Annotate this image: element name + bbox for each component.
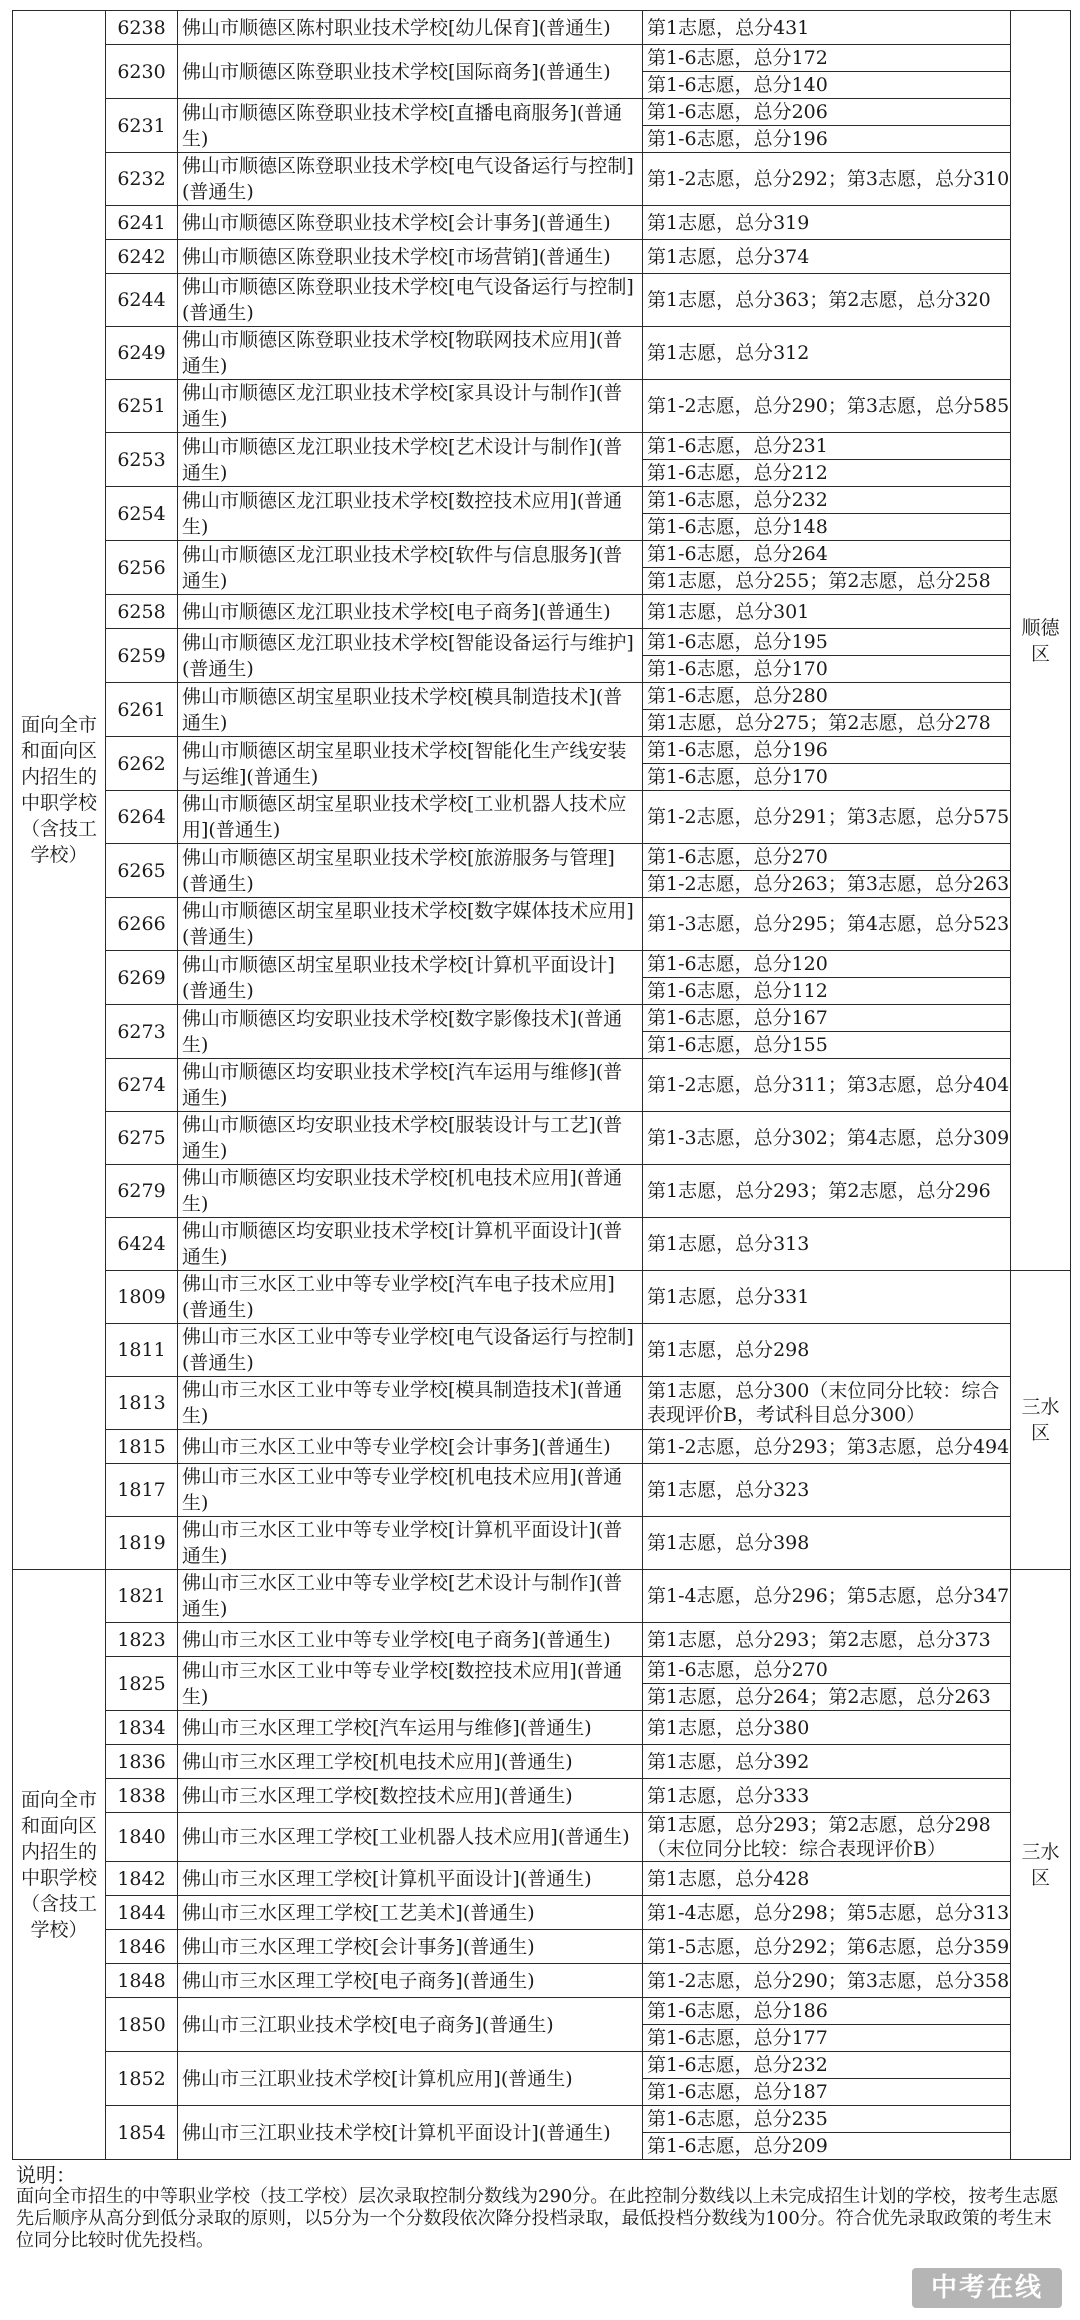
school-code: 6261	[106, 683, 178, 737]
school-code: 6244	[106, 274, 178, 327]
score-line: 第1志愿，总分298	[643, 1324, 1011, 1377]
table-row	[13, 99, 1071, 126]
school-major: 佛山市三水区工业中等专业学校[计算机平面设计](普通生)	[178, 1517, 643, 1570]
score-line: 第1志愿，总分293；第2志愿，总分296	[643, 1165, 1011, 1218]
school-major: 佛山市顺德区陈登职业技术学校[电气设备运行与控制](普通生)	[178, 274, 643, 327]
score-line: 第1-6志愿，总分120	[643, 951, 1011, 978]
school-code: 6254	[106, 487, 178, 541]
table-row	[13, 1112, 1071, 1165]
score-line: 第1-6志愿，总分231	[643, 433, 1011, 460]
school-major: 佛山市三水区理工学校[工艺美术](普通生)	[178, 1896, 643, 1930]
school-major: 佛山市顺德区陈登职业技术学校[会计事务](普通生)	[178, 206, 643, 240]
school-major: 佛山市顺德区均安职业技术学校[汽车运用与维修](普通生)	[178, 1059, 643, 1112]
school-code: 6249	[106, 327, 178, 380]
score-line: 第1志愿，总分431	[643, 11, 1011, 45]
school-major: 佛山市顺德区龙江职业技术学校[数控技术应用](普通生)	[178, 487, 643, 541]
school-major: 佛山市三水区理工学校[计算机平面设计](普通生)	[178, 1862, 643, 1896]
score-line: 第1-6志愿，总分140	[643, 72, 1011, 99]
school-major: 佛山市顺德区胡宝星职业技术学校[智能化生产线安装与运维](普通生)	[178, 737, 643, 791]
table-row	[13, 1930, 1071, 1964]
table-row	[13, 1324, 1071, 1377]
school-code: 1840	[106, 1813, 178, 1862]
school-major: 佛山市三水区工业中等专业学校[机电技术应用](普通生)	[178, 1464, 643, 1517]
table-row	[13, 240, 1071, 274]
score-line: 第1-6志愿，总分170	[643, 764, 1011, 791]
school-code: 1811	[106, 1324, 178, 1377]
table-row	[13, 433, 1071, 460]
table-row	[13, 1998, 1071, 2025]
school-major: 佛山市三水区工业中等专业学校[电气设备运行与控制](普通生)	[178, 1324, 643, 1377]
admission-score-table	[12, 10, 1071, 2160]
score-line: 第1志愿，总分301	[643, 595, 1011, 629]
score-line: 第1-6志愿，总分232	[643, 2052, 1011, 2079]
score-line: 第1志愿，总分374	[643, 240, 1011, 274]
school-code: 6251	[106, 380, 178, 433]
score-line: 第1-6志愿，总分155	[643, 1032, 1011, 1059]
table-row	[13, 629, 1071, 656]
school-major: 佛山市顺德区陈登职业技术学校[直播电商服务](普通生)	[178, 99, 643, 153]
table-row	[13, 487, 1071, 514]
school-code: 6424	[106, 1218, 178, 1271]
score-line: 第1-6志愿，总分196	[643, 737, 1011, 764]
score-line: 第1-4志愿，总分298；第5志愿，总分313	[643, 1896, 1011, 1930]
score-line: 第1-6志愿，总分167	[643, 1005, 1011, 1032]
table-row	[13, 1464, 1071, 1517]
score-line: 第1志愿，总分428	[643, 1862, 1011, 1896]
score-line: 第1-2志愿，总分290；第3志愿，总分585	[643, 380, 1011, 433]
table-row	[13, 1005, 1071, 1032]
school-major: 佛山市三水区理工学校[电子商务](普通生)	[178, 1964, 643, 1998]
school-major: 佛山市顺德区龙江职业技术学校[家具设计与制作](普通生)	[178, 380, 643, 433]
district-cell: 三水区	[1011, 1570, 1071, 2160]
score-line: 第1-6志愿，总分170	[643, 656, 1011, 683]
table-row	[13, 1570, 1071, 1623]
table-row	[13, 1745, 1071, 1779]
table-row	[13, 541, 1071, 568]
school-major: 佛山市顺德区胡宝星职业技术学校[计算机平面设计](普通生)	[178, 951, 643, 1005]
school-major: 佛山市顺德区陈村职业技术学校[幼儿保育](普通生)	[178, 11, 643, 45]
school-code: 1838	[106, 1779, 178, 1813]
score-line: 第1-6志愿，总分235	[643, 2106, 1011, 2133]
score-line: 第1-6志愿，总分209	[643, 2133, 1011, 2160]
table-row	[13, 1059, 1071, 1112]
table-row	[13, 1711, 1071, 1745]
score-line: 第1志愿，总分293；第2志愿，总分298（末位同分比较：综合表现评价B）	[643, 1813, 1011, 1862]
school-major: 佛山市顺德区均安职业技术学校[数字影像技术](普通生)	[178, 1005, 643, 1059]
score-line: 第1志愿，总分275；第2志愿，总分278	[643, 710, 1011, 737]
table-row	[13, 951, 1071, 978]
table-row	[13, 1377, 1071, 1430]
category-cell: 面向全市和面向区内招生的中职学校（含技工学校）	[13, 11, 106, 1570]
school-code: 1821	[106, 1570, 178, 1623]
school-major: 佛山市顺德区龙江职业技术学校[电子商务](普通生)	[178, 595, 643, 629]
school-code: 6275	[106, 1112, 178, 1165]
score-line: 第1-2志愿，总分290；第3志愿，总分358	[643, 1964, 1011, 1998]
school-code: 1842	[106, 1862, 178, 1896]
table-row	[13, 1813, 1071, 1862]
school-major: 佛山市三水区工业中等专业学校[数控技术应用](普通生)	[178, 1657, 643, 1711]
school-major: 佛山市顺德区陈登职业技术学校[国际商务](普通生)	[178, 45, 643, 99]
school-major: 佛山市顺德区胡宝星职业技术学校[模具制造技术](普通生)	[178, 683, 643, 737]
score-line: 第1-6志愿，总分206	[643, 99, 1011, 126]
table-row	[13, 1964, 1071, 1998]
school-major: 佛山市顺德区胡宝星职业技术学校[旅游服务与管理](普通生)	[178, 844, 643, 898]
school-code: 6274	[106, 1059, 178, 1112]
school-major: 佛山市顺德区均安职业技术学校[机电技术应用](普通生)	[178, 1165, 643, 1218]
table-row	[13, 2106, 1071, 2133]
school-major: 佛山市三水区工业中等专业学校[会计事务](普通生)	[178, 1430, 643, 1464]
score-line: 第1志愿，总分255；第2志愿，总分258	[643, 568, 1011, 595]
watermark-logo: 中考在线	[912, 2268, 1062, 2308]
school-code: 6265	[106, 844, 178, 898]
notes-title: 说明：	[16, 2163, 76, 2187]
school-code: 1809	[106, 1271, 178, 1324]
school-code: 6259	[106, 629, 178, 683]
table-row	[13, 1517, 1071, 1570]
table-row	[13, 380, 1071, 433]
score-line: 第1-5志愿，总分292；第6志愿，总分359	[643, 1930, 1011, 1964]
school-major: 佛山市三江职业技术学校[电子商务](普通生)	[178, 1998, 643, 2052]
table-row	[13, 1779, 1071, 1813]
school-major: 佛山市顺德区陈登职业技术学校[电气设备运行与控制](普通生)	[178, 153, 643, 206]
table-row	[13, 153, 1071, 206]
table-row	[13, 327, 1071, 380]
school-major: 佛山市三水区理工学校[会计事务](普通生)	[178, 1930, 643, 1964]
table-row	[13, 45, 1071, 72]
table-row	[13, 11, 1071, 45]
score-line: 第1志愿，总分264；第2志愿，总分263	[643, 1684, 1011, 1711]
school-code: 6279	[106, 1165, 178, 1218]
district-cell: 三水区	[1011, 1271, 1071, 1570]
school-major: 佛山市顺德区陈登职业技术学校[物联网技术应用](普通生)	[178, 327, 643, 380]
score-line: 第1-6志愿，总分186	[643, 1998, 1011, 2025]
school-major: 佛山市三水区工业中等专业学校[艺术设计与制作](普通生)	[178, 1570, 643, 1623]
score-line: 第1志愿，总分300（末位同分比较：综合表现评价B，考试科目总分300）	[643, 1377, 1011, 1430]
district-cell: 顺德区	[1011, 11, 1071, 1271]
school-code: 6256	[106, 541, 178, 595]
school-major: 佛山市顺德区均安职业技术学校[服装设计与工艺](普通生)	[178, 1112, 643, 1165]
school-code: 6266	[106, 898, 178, 951]
school-code: 6242	[106, 240, 178, 274]
score-line: 第1志愿，总分363；第2志愿，总分320	[643, 274, 1011, 327]
school-code: 6230	[106, 45, 178, 99]
score-line: 第1-6志愿，总分112	[643, 978, 1011, 1005]
school-code: 6258	[106, 595, 178, 629]
school-code: 1819	[106, 1517, 178, 1570]
school-major: 佛山市顺德区胡宝星职业技术学校[数字媒体技术应用](普通生)	[178, 898, 643, 951]
table-row	[13, 2052, 1071, 2079]
score-line: 第1志愿，总分380	[643, 1711, 1011, 1745]
score-line: 第1-3志愿，总分302；第4志愿，总分309	[643, 1112, 1011, 1165]
score-line: 第1-6志愿，总分264	[643, 541, 1011, 568]
category-cell: 面向全市和面向区内招生的中职学校（含技工学校）	[13, 1570, 106, 2160]
school-major: 佛山市顺德区龙江职业技术学校[智能设备运行与维护](普通生)	[178, 629, 643, 683]
score-line: 第1志愿，总分392	[643, 1745, 1011, 1779]
score-line: 第1志愿，总分313	[643, 1218, 1011, 1271]
school-code: 6264	[106, 791, 178, 844]
table-row	[13, 1271, 1071, 1324]
score-line: 第1-6志愿，总分195	[643, 629, 1011, 656]
table-row	[13, 1218, 1071, 1271]
score-line: 第1-6志愿，总分177	[643, 2025, 1011, 2052]
score-line: 第1-6志愿，总分196	[643, 126, 1011, 153]
school-major: 佛山市顺德区龙江职业技术学校[艺术设计与制作](普通生)	[178, 433, 643, 487]
score-line: 第1-4志愿，总分296；第5志愿，总分347	[643, 1570, 1011, 1623]
score-line: 第1-6志愿，总分280	[643, 683, 1011, 710]
table-row	[13, 898, 1071, 951]
school-major: 佛山市顺德区龙江职业技术学校[软件与信息服务](普通生)	[178, 541, 643, 595]
table-row	[13, 791, 1071, 844]
school-code: 6253	[106, 433, 178, 487]
school-code: 1817	[106, 1464, 178, 1517]
school-code: 1846	[106, 1930, 178, 1964]
school-code: 6262	[106, 737, 178, 791]
school-code: 1825	[106, 1657, 178, 1711]
school-major: 佛山市三江职业技术学校[计算机平面设计](普通生)	[178, 2106, 643, 2160]
school-code: 1850	[106, 1998, 178, 2052]
school-code: 6238	[106, 11, 178, 45]
school-code: 1852	[106, 2052, 178, 2106]
school-code: 6273	[106, 1005, 178, 1059]
table-row	[13, 1862, 1071, 1896]
school-code: 6231	[106, 99, 178, 153]
score-line: 第1志愿，总分323	[643, 1464, 1011, 1517]
score-line: 第1志愿，总分398	[643, 1517, 1011, 1570]
school-major: 佛山市三水区理工学校[汽车运用与维修](普通生)	[178, 1711, 643, 1745]
school-major: 佛山市三水区理工学校[数控技术应用](普通生)	[178, 1779, 643, 1813]
score-line: 第1志愿，总分319	[643, 206, 1011, 240]
school-code: 1836	[106, 1745, 178, 1779]
school-major: 佛山市三水区理工学校[机电技术应用](普通生)	[178, 1745, 643, 1779]
table-row	[13, 1657, 1071, 1684]
school-code: 1848	[106, 1964, 178, 1998]
school-major: 佛山市三水区工业中等专业学校[汽车电子技术应用](普通生)	[178, 1271, 643, 1324]
table-row	[13, 1165, 1071, 1218]
score-line: 第1-6志愿，总分270	[643, 844, 1011, 871]
score-line: 第1-6志愿，总分172	[643, 45, 1011, 72]
score-line: 第1-2志愿，总分263；第3志愿，总分263	[643, 871, 1011, 898]
school-major: 佛山市顺德区陈登职业技术学校[市场营销](普通生)	[178, 240, 643, 274]
score-line: 第1-6志愿，总分187	[643, 2079, 1011, 2106]
school-major: 佛山市三水区理工学校[工业机器人技术应用](普通生)	[178, 1813, 643, 1862]
table-row	[13, 1430, 1071, 1464]
school-major: 佛山市三水区工业中等专业学校[电子商务](普通生)	[178, 1623, 643, 1657]
school-code: 6232	[106, 153, 178, 206]
table-row	[13, 595, 1071, 629]
table-row	[13, 1896, 1071, 1930]
table-row	[13, 683, 1071, 710]
school-code: 1854	[106, 2106, 178, 2160]
school-major: 佛山市顺德区均安职业技术学校[计算机平面设计](普通生)	[178, 1218, 643, 1271]
score-line: 第1-2志愿，总分311；第3志愿，总分404	[643, 1059, 1011, 1112]
score-line: 第1志愿，总分333	[643, 1779, 1011, 1813]
score-line: 第1-2志愿，总分293；第3志愿，总分494	[643, 1430, 1011, 1464]
document	[12, 10, 1070, 2254]
school-code: 1815	[106, 1430, 178, 1464]
score-line: 第1-2志愿，总分292；第3志愿，总分310	[643, 153, 1011, 206]
school-code: 1834	[106, 1711, 178, 1745]
notes	[12, 2162, 1070, 2254]
table-row	[13, 844, 1071, 871]
score-line: 第1-6志愿，总分270	[643, 1657, 1011, 1684]
table-row	[13, 206, 1071, 240]
school-code: 1823	[106, 1623, 178, 1657]
score-line: 第1-2志愿，总分291；第3志愿，总分575	[643, 791, 1011, 844]
table-row	[13, 737, 1071, 764]
school-major: 佛山市顺德区胡宝星职业技术学校[工业机器人技术应用](普通生)	[178, 791, 643, 844]
score-line: 第1志愿，总分312	[643, 327, 1011, 380]
score-line: 第1-3志愿，总分295；第4志愿，总分523	[643, 898, 1011, 951]
school-code: 1844	[106, 1896, 178, 1930]
score-line: 第1-6志愿，总分148	[643, 514, 1011, 541]
score-line: 第1-6志愿，总分212	[643, 460, 1011, 487]
score-line: 第1-6志愿，总分232	[643, 487, 1011, 514]
school-code: 1813	[106, 1377, 178, 1430]
table-row	[13, 274, 1071, 327]
score-line: 第1志愿，总分293；第2志愿，总分373	[643, 1623, 1011, 1657]
notes-text: 面向全市招生的中等职业学校（技工学校）层次录取控制分数线为290分。在此控制分数线以上未完成招生计划的学校，按考生志愿先后顺序从高分到低分录取的原则，以5分为一个分数段依次降分投档录取，最低投档分数线为100分。符合优先录取政策的考生末位同分比较时优先投档。	[16, 2186, 1059, 2251]
school-code: 6241	[106, 206, 178, 240]
school-major: 佛山市三江职业技术学校[计算机应用](普通生)	[178, 2052, 643, 2106]
table-row	[13, 1623, 1071, 1657]
score-line: 第1志愿，总分331	[643, 1271, 1011, 1324]
school-major: 佛山市三水区工业中等专业学校[模具制造技术](普通生)	[178, 1377, 643, 1430]
school-code: 6269	[106, 951, 178, 1005]
